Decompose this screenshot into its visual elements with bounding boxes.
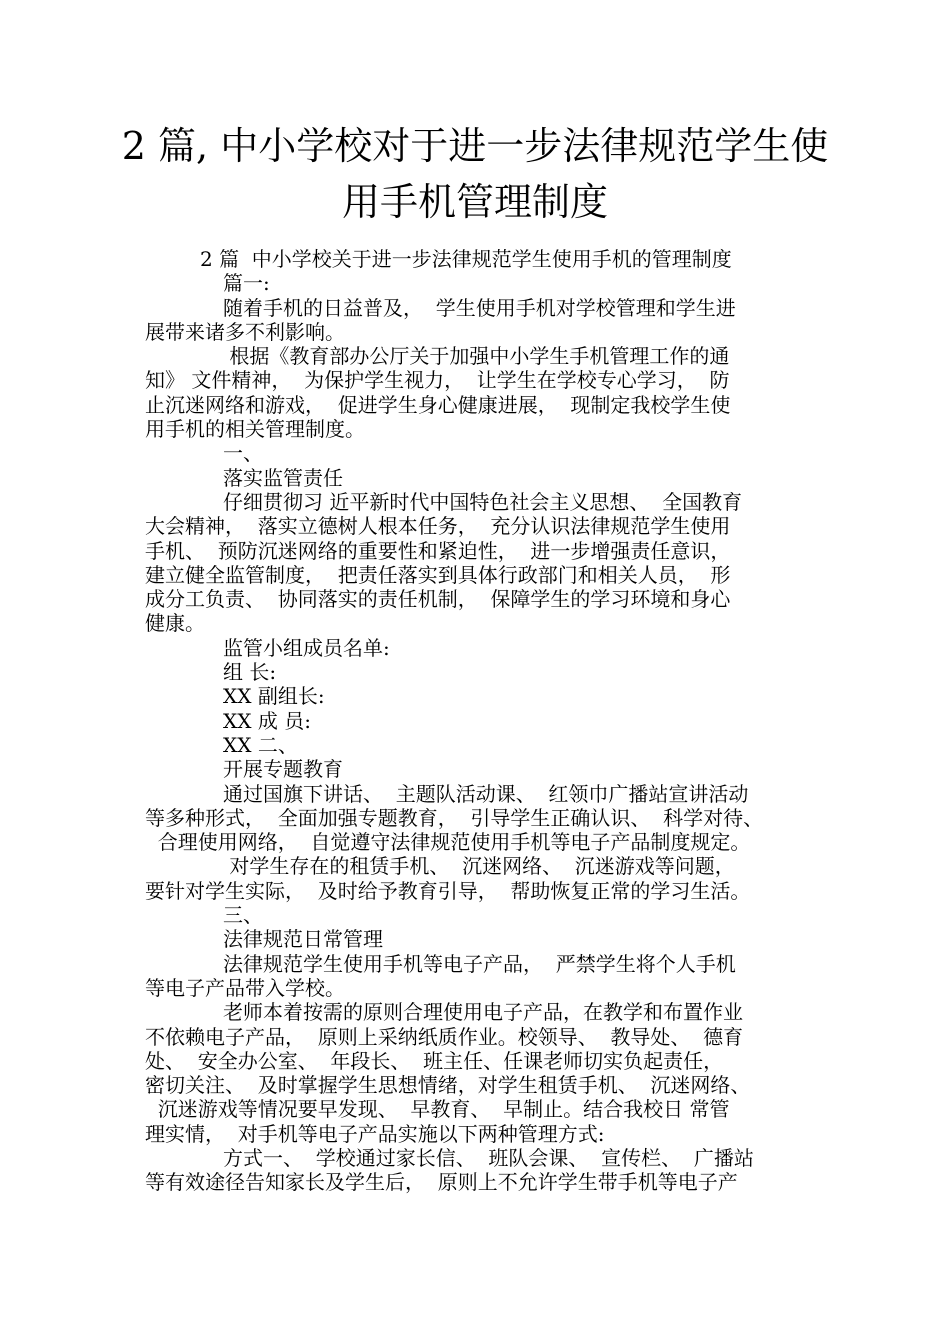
text-line: 用手机的相关管理制度。 [145,417,365,442]
text-line: XX 二、 [223,732,298,757]
text-line: 密切关注、 及时掌握学生思想情绪，对学生租赁手机、 沉迷网络、 [145,1073,751,1098]
text-line: 健康。 [145,611,205,636]
text-line: 不依赖电子产品， 原则上采纳纸质作业。校领导、 教导处、 德育 [145,1024,744,1049]
text-line: 开展专题教育 [223,757,343,782]
text-line: 篇一: [223,271,270,296]
text-line: 建立健全监管制度， 把责任落实到具体行政部门和相关人员， 形 [145,562,731,587]
text-line: 等电子产品带入学校。 [145,975,345,1000]
text-line: 监管小组成员名单: [223,635,390,660]
text-line: 2 篇 中小学校关于进一步法律规范学生使用手机的管理制度 [200,247,732,271]
text-line: XX 副组长: [223,684,325,709]
text-line: 合理使用网络， 自觉遵守法律规范使用手机等电子产品制度规定。 [145,830,751,855]
title-line-2: 用手机管理制度 [341,180,608,224]
text-line: 展带来诸多不利影响。 [145,319,345,344]
text-line: 等多种形式， 全面加强专题教育， 引导学生正确认识、 科学对待、 [145,805,764,830]
text-line: XX 成 员: [223,708,311,733]
text-line: 组 长: [223,660,277,685]
document-body [145,247,815,1195]
text-line: 根据《教育部办公厅关于加强中小学生手机管理工作的通 [223,344,730,369]
text-line: 处、 安全办公室、 年段长、 班主任、任课老师切实负起责任， [145,1048,724,1073]
text-line: 理实情， 对手机等电子产品实施以下两种管理方式: [145,1121,605,1146]
text-line: 落实监管责任 [223,465,343,490]
title-line-1: 2 篇, 中小学校对于进一步法律规范学生使 [121,124,829,168]
text-line: 止沉迷网络和游戏， 促进学生身心健康进展， 现制定我校学生使 [145,392,731,417]
text-line: 三、 [223,903,263,928]
text-line: 方式一、 学校通过家长信、 班队会课、 宣传栏、 广播站 [223,1145,754,1170]
text-line: 老师本着按需的原则合理使用电子产品，在教学和布置作业 [223,1000,743,1025]
text-line: 法律规范学生使用手机等电子产品， 严禁学生将个人手机 [223,951,736,976]
text-line: 法律规范日常管理 [223,927,383,952]
text-line: 要针对学生实际， 及时给予教育引导， 帮助恢复正常的学习生活。 [145,878,751,903]
text-line: 成分工负责、 协同落实的责任机制， 保障学生的学习环境和身心 [145,587,731,612]
document-title [0,118,950,230]
text-line: 通过国旗下讲话、 主题队活动课、 红领巾广播站宣讲活动 [223,781,749,806]
text-line: 一、 [223,441,263,466]
text-line: 随着手机的日益普及， 学生使用手机对学校管理和学生进 [223,295,736,320]
text-line: 沉迷游戏等情况要早发现、 早教育、 早制止。结合我校日 常管 [145,1097,730,1122]
text-line: 知》 文件精神， 为保护学生视力， 让学生在学校专心学习， 防 [145,368,730,393]
text-line: 大会精神， 落实立德树人根本任务， 充分认识法律规范学生使用 [145,514,731,539]
text-line: 仔细贯彻习 近平新时代中国特色社会主义思想、 全国教育 [223,489,743,514]
text-line: 对学生存在的租赁手机、 沉迷网络、 沉迷游戏等问题， [223,854,735,879]
text-line: 等有效途径告知家长及学生后， 原则上不允许学生带手机等电子产 [145,1170,738,1195]
text-line: 手机、 预防沉迷网络的重要性和紧迫性， 进一步增强责任意识， [145,538,731,563]
